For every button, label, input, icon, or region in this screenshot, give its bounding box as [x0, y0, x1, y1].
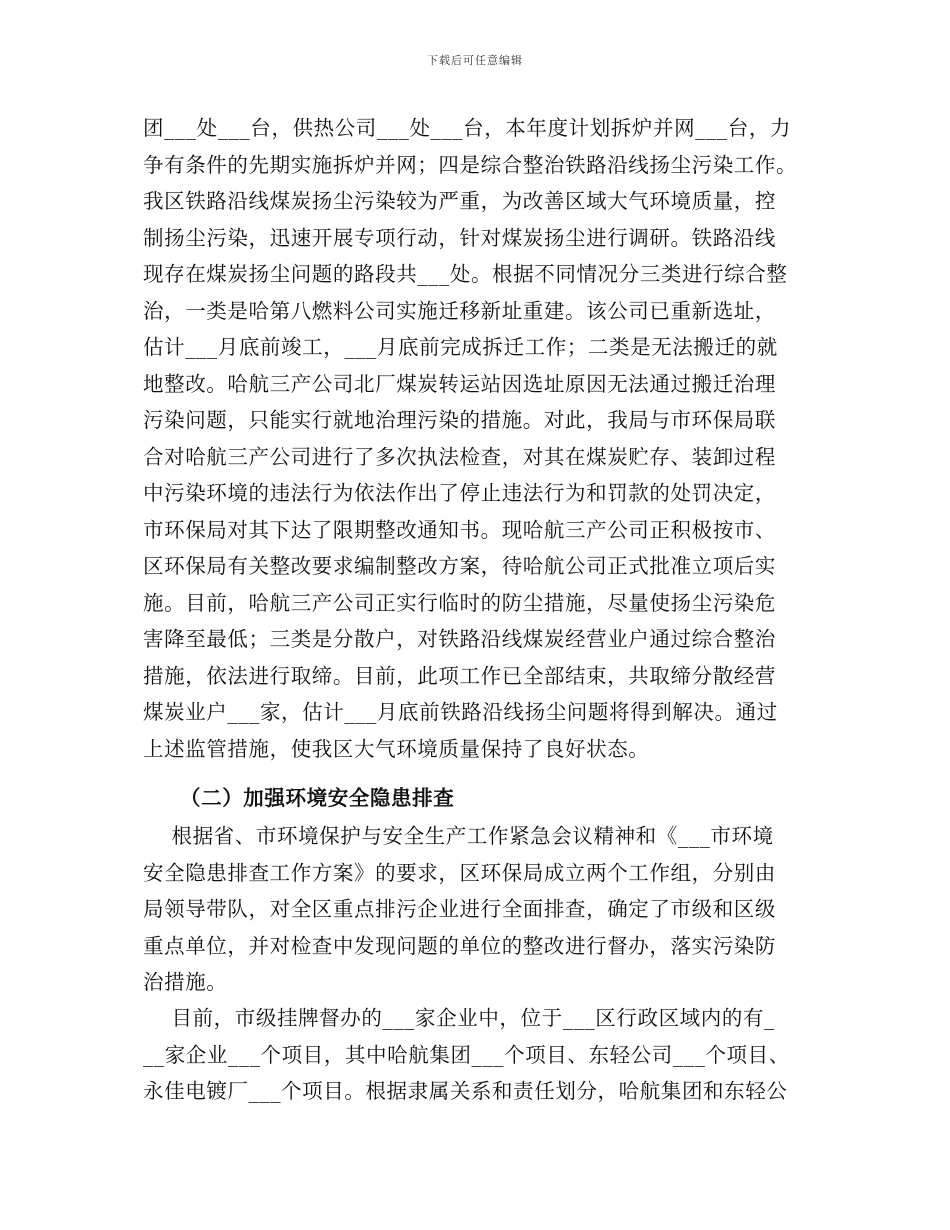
- text-line: 施。目前，哈航三产公司正实行临时的防尘措施，尽量使扬尘污染危: [143, 590, 776, 615]
- text-line: 治措施。: [143, 970, 228, 994]
- text-line: 目前，市级挂牌督办的___家企业中，位于___区行政区域内的有_: [143, 1006, 775, 1030]
- text-line: 局领导带队，对全区重点排污企业进行全面排查，确定了市级和区级: [143, 897, 776, 921]
- text-line: 煤炭业户___家，估计___月底前铁路沿线扬尘问题将得到解决。通过: [143, 700, 778, 724]
- text-line: 争有条件的先期实施拆炉并网；四是综合整治铁路沿线扬尘污染工作。: [143, 152, 798, 177]
- text-line: 估计___月底前竣工，___月底前完成拆迁工作；二类是无法搬迁的就: [143, 335, 778, 359]
- text-line: __家企业___个项目，其中哈航集团___个项目、东轻公司___个项目、: [143, 1042, 790, 1067]
- text-line: 团___处___台，供热公司___处___台，本年度计划拆炉并网___台，力: [143, 116, 792, 140]
- text-line: 重点单位，并对检查中发现问题的单位的整改进行督办，落实污染防: [143, 933, 776, 958]
- text-line: 治，一类是哈第八燃料公司实施迁移新址重建。该公司已重新选址，: [143, 298, 776, 323]
- text-line: 中污染环境的违法行为依法作出了停止违法行为和罚款的处罚决定，: [143, 481, 776, 505]
- text-line: 根据省、市环境保护与安全生产工作紧急会议精神和《___市环境: [143, 824, 774, 848]
- text-line: 合对哈航三产公司进行了多次执法检查，对其在煤炭贮存、装卸过程: [143, 444, 776, 469]
- text-line: 措施，依法进行取缔。目前，此项工作已全部结束，共取缔分散经营: [143, 663, 776, 688]
- text-line: 永佳电镀厂___个项目。根据隶属关系和责任划分，哈航集团和东轻公: [143, 1079, 788, 1103]
- text-line: 区环保局有关整改要求编制整改方案，待哈航公司正式批准立项后实: [143, 554, 776, 578]
- text-line: 害降至最低；三类是分散户，对铁路沿线煤炭经营业户通过综合整治: [143, 627, 776, 651]
- text-line: 污染问题，只能实行就地治理污染的措施。对此，我局与市环保局联: [143, 408, 776, 432]
- paragraph-supervised-enterprises: [143, 1000, 823, 1110]
- paragraph-hazard-inspection: [143, 818, 823, 1001]
- text-line: 地整改。哈航三产公司北厂煤炭转运站因选址原因无法通过搬迁治理: [143, 371, 776, 396]
- text-line: 上述监管措施，使我区大气环境质量保持了良好状态。: [143, 736, 650, 761]
- text-line: 现存在煤炭扬尘问题的路段共___处。根据不同情况分三类进行综合整: [143, 262, 788, 286]
- page-header-note: 下载后可任意编辑: [427, 54, 523, 67]
- text-line: 市环保局对其下达了限期整改通知书。现哈航三产公司正积极按市、: [143, 517, 776, 542]
- text-line: 安全隐患排查工作方案》的要求，区环保局成立两个工作组，分别由: [143, 860, 776, 885]
- text-line: 制扬尘污染，迅速开展专项行动，针对煤炭扬尘进行调研。铁路沿线: [143, 225, 776, 250]
- paragraph-railway-dust-control: [143, 110, 823, 767]
- section-heading: （二）加强环境安全隐患排查: [180, 786, 455, 810]
- text-line: 我区铁路沿线煤炭扬尘污染较为严重，为改善区域大气环境质量，控: [143, 189, 776, 213]
